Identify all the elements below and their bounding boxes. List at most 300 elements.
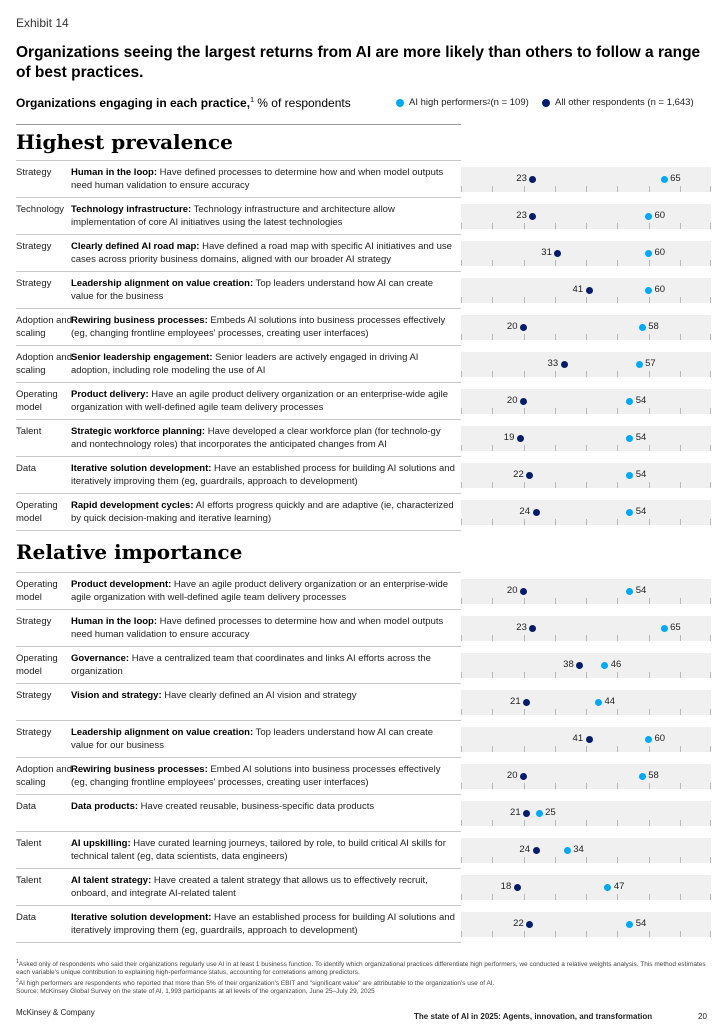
row-description bbox=[71, 801, 456, 814]
axis-tick bbox=[555, 223, 556, 229]
practice-description: Have an established process for building AI solutions and iteratively improving them (eg, guardrails, approach to development) bbox=[71, 463, 455, 487]
practice-description: Have developed a clear workforce plan (for technolo-gy and nontechnology roles) that incorporates the anticipated changes from AI bbox=[71, 426, 441, 450]
row-category: Strategy bbox=[16, 167, 52, 178]
subhead-sup: 1 bbox=[250, 97, 254, 104]
axis-tick bbox=[710, 408, 711, 414]
high-performers-value: 44 bbox=[604, 696, 616, 707]
row-description bbox=[71, 426, 456, 451]
axis-tick bbox=[586, 186, 587, 192]
other-respondents-dot bbox=[586, 287, 593, 294]
other-respondents-value: 23 bbox=[516, 622, 527, 633]
axis-tick bbox=[461, 260, 462, 266]
axis-tick bbox=[617, 260, 618, 266]
axis-tick bbox=[492, 894, 493, 900]
row-category: Talent bbox=[16, 426, 42, 437]
axis-tick bbox=[710, 482, 711, 488]
dot-band bbox=[461, 389, 711, 414]
axis-tick bbox=[680, 334, 681, 340]
axis-tick bbox=[461, 371, 462, 377]
axis-tick bbox=[492, 783, 493, 789]
axis-tick bbox=[524, 635, 525, 641]
dot-band bbox=[461, 727, 711, 752]
table-row bbox=[16, 905, 461, 943]
axis-tick bbox=[617, 931, 618, 937]
practice-name: AI talent strategy: bbox=[71, 875, 152, 886]
axis-tick bbox=[680, 186, 681, 192]
high-performers-value: 54 bbox=[635, 585, 647, 596]
other-respondents-dot bbox=[514, 884, 521, 891]
other-respondents-dot bbox=[529, 625, 536, 632]
dot-band bbox=[461, 426, 711, 451]
practice-name: Governance: bbox=[71, 653, 130, 664]
practice-name: Human in the loop: bbox=[71, 167, 158, 178]
high-performers-dot bbox=[639, 773, 646, 780]
other-respondents-dot bbox=[520, 588, 527, 595]
section-bottom-rule bbox=[16, 942, 461, 943]
high-performers-value: 25 bbox=[545, 807, 556, 818]
axis-tick bbox=[649, 931, 650, 937]
axis-tick bbox=[461, 931, 462, 937]
axis-tick bbox=[617, 223, 618, 229]
axis-tick bbox=[461, 223, 462, 229]
dot-band bbox=[461, 616, 711, 641]
axis-tick bbox=[461, 408, 462, 414]
axis-tick bbox=[617, 746, 618, 752]
axis-tick bbox=[524, 931, 525, 937]
practice-name: Leadership alignment on value creation: bbox=[71, 727, 254, 738]
table-row bbox=[16, 683, 461, 721]
practice-description: Have an established process for building AI solutions and iteratively improving them (eg, guardrails, approach to development) bbox=[71, 912, 455, 936]
high-performers-dot bbox=[601, 662, 608, 669]
axis-tick bbox=[555, 783, 556, 789]
axis-tick bbox=[555, 186, 556, 192]
practice-description: Embed AI solutions into business processes effectively (eg, changing frontline employees' processes, creating user interfaces) bbox=[71, 764, 441, 788]
axis-tick bbox=[524, 672, 525, 678]
publication-title: The state of AI in 2025: Agents, innovation, and transformation bbox=[414, 1012, 653, 1021]
other-respondents-value: 23 bbox=[516, 173, 527, 184]
dot-band bbox=[461, 690, 711, 715]
high-performers-value: 54 bbox=[635, 395, 647, 406]
table-row bbox=[16, 345, 461, 383]
high-performers-dot bbox=[645, 213, 652, 220]
table-row bbox=[16, 868, 461, 906]
axis-tick bbox=[617, 445, 618, 451]
footnote-2-sup: 2 bbox=[16, 978, 19, 985]
axis-tick bbox=[617, 519, 618, 525]
axis-tick bbox=[649, 820, 650, 826]
row-description bbox=[71, 690, 456, 703]
practice-name: Human in the loop: bbox=[71, 616, 158, 627]
footnotes bbox=[16, 958, 711, 996]
dot-band bbox=[461, 241, 711, 266]
table-row bbox=[16, 308, 461, 346]
high-performers-value: 60 bbox=[654, 733, 666, 744]
practice-description: AI efforts progress quickly and are adaptive (ie, characterized by quick decision-making and iterative learning) bbox=[71, 500, 454, 524]
axis-tick bbox=[710, 297, 711, 303]
axis-tick bbox=[617, 635, 618, 641]
practice-name: Iterative solution development: bbox=[71, 463, 212, 474]
dot-band bbox=[461, 315, 711, 340]
high-performers-dot bbox=[604, 884, 611, 891]
axis-tick bbox=[617, 709, 618, 715]
axis-tick bbox=[617, 598, 618, 604]
legend-other-respondents bbox=[542, 97, 694, 108]
practice-name: Rewiring business processes: bbox=[71, 315, 208, 326]
practice-description: Have defined a road map with specific AI initiatives and use cases across priority business domains, aligned with our broader AI strategy bbox=[71, 241, 452, 265]
row-description bbox=[71, 204, 456, 229]
axis-tick bbox=[555, 635, 556, 641]
dot-band bbox=[461, 653, 711, 678]
axis-tick bbox=[461, 672, 462, 678]
section-bottom-rule bbox=[16, 530, 461, 531]
axis-tick bbox=[555, 598, 556, 604]
high-performers-dot bbox=[645, 736, 652, 743]
row-category: Data bbox=[16, 463, 37, 474]
axis-tick bbox=[492, 297, 493, 303]
practice-name: Product development: bbox=[71, 579, 172, 590]
axis-tick bbox=[492, 598, 493, 604]
practice-description: Have defined processes to determine how and when model outputs need human validation to ensure accuracy bbox=[71, 616, 444, 640]
row-category: Strategy bbox=[16, 278, 52, 289]
other-respondents-value: 20 bbox=[506, 770, 518, 781]
other-respondents-value: 20 bbox=[506, 395, 518, 406]
practice-description: Have created a talent strategy that allows us to effectively recruit, onboard, and integrate AI-related talent bbox=[71, 875, 428, 899]
axis-tick bbox=[710, 857, 711, 863]
legend-high-performers bbox=[396, 97, 529, 108]
high-performers-dot bbox=[636, 361, 643, 368]
other-respondents-dot bbox=[586, 736, 593, 743]
axis-tick bbox=[555, 260, 556, 266]
high-performers-dot bbox=[626, 921, 633, 928]
axis-tick bbox=[492, 223, 493, 229]
axis-tick bbox=[492, 857, 493, 863]
dot-band bbox=[461, 579, 711, 604]
axis-tick bbox=[649, 223, 650, 229]
table-row bbox=[16, 609, 461, 647]
axis-tick bbox=[524, 445, 525, 451]
footnote-1-text: Asked only of respondents who said their organizations regularly use AI in at least 1 business function. To identify which organizational practices differentiate high performers, we conducted a relative weights analysis. This method estimates each variable's unique contribution to explaining high-performance status, accounting for correlations among predictors. bbox=[16, 961, 706, 977]
axis-tick bbox=[586, 783, 587, 789]
practice-description: Technology infrastructure and architecture allow implementation of core AI initiatives using the latest technologies bbox=[71, 204, 395, 228]
axis-tick bbox=[710, 672, 711, 678]
axis-tick bbox=[617, 783, 618, 789]
axis-tick bbox=[555, 445, 556, 451]
row-category: Data bbox=[16, 912, 37, 923]
axis-tick bbox=[492, 445, 493, 451]
axis-tick bbox=[586, 820, 587, 826]
other-respondents-value: 33 bbox=[547, 358, 559, 369]
row-category: Operating model bbox=[16, 389, 58, 413]
axis-tick bbox=[617, 297, 618, 303]
table-row bbox=[16, 757, 461, 795]
axis-tick bbox=[524, 260, 525, 266]
axis-tick bbox=[492, 820, 493, 826]
other-respondents-value: 24 bbox=[519, 506, 530, 517]
axis-tick bbox=[492, 635, 493, 641]
high-performers-dot bbox=[639, 324, 646, 331]
axis-tick bbox=[710, 931, 711, 937]
footnote-1 bbox=[16, 958, 711, 977]
axis-tick bbox=[524, 297, 525, 303]
row-description bbox=[71, 912, 456, 937]
axis-tick bbox=[461, 783, 462, 789]
row-description bbox=[71, 616, 456, 641]
axis-tick bbox=[586, 598, 587, 604]
other-respondents-dot bbox=[520, 324, 527, 331]
high-performers-dot bbox=[626, 398, 633, 405]
practice-name: Clearly defined AI road map: bbox=[71, 241, 200, 252]
axis-tick bbox=[586, 857, 587, 863]
dot-band bbox=[461, 352, 711, 377]
axis-tick bbox=[680, 931, 681, 937]
axis-tick bbox=[710, 223, 711, 229]
axis-tick bbox=[649, 672, 650, 678]
axis-tick bbox=[586, 894, 587, 900]
footnote-source: Source: McKinsey Global Survey on the state of AI, 1,993 participants at all levels of the organization, June 25–July 29, 2025 bbox=[16, 988, 375, 996]
high-performers-value: 57 bbox=[645, 358, 656, 369]
axis-tick bbox=[710, 783, 711, 789]
axis-tick bbox=[586, 482, 587, 488]
high-performers-value: 65 bbox=[670, 173, 681, 184]
table-row bbox=[16, 382, 461, 420]
dot-band bbox=[461, 204, 711, 229]
axis-tick bbox=[617, 371, 618, 377]
axis-tick bbox=[680, 445, 681, 451]
axis-tick bbox=[710, 635, 711, 641]
header-rule bbox=[16, 124, 461, 125]
axis-tick bbox=[555, 820, 556, 826]
brand-name: McKinsey & Company bbox=[16, 1008, 95, 1017]
axis-tick bbox=[649, 857, 650, 863]
other-respondents-dot bbox=[520, 398, 527, 405]
axis-tick bbox=[710, 186, 711, 192]
axis-tick bbox=[492, 931, 493, 937]
axis-tick bbox=[555, 746, 556, 752]
axis-tick bbox=[461, 598, 462, 604]
row-description bbox=[71, 241, 456, 266]
axis-tick bbox=[680, 746, 681, 752]
axis-tick bbox=[555, 408, 556, 414]
axis-tick bbox=[524, 408, 525, 414]
high-performers-dot bbox=[645, 287, 652, 294]
axis-tick bbox=[461, 635, 462, 641]
axis-tick bbox=[555, 672, 556, 678]
row-description bbox=[71, 278, 456, 303]
axis-tick bbox=[586, 445, 587, 451]
legend-high-suffix: (n = 109) bbox=[490, 97, 529, 108]
axis-tick bbox=[492, 186, 493, 192]
row-description bbox=[71, 463, 456, 488]
axis-tick bbox=[617, 820, 618, 826]
axis-tick bbox=[649, 260, 650, 266]
axis-tick bbox=[555, 894, 556, 900]
page-number: 20 bbox=[698, 1012, 707, 1021]
axis-tick bbox=[461, 894, 462, 900]
axis-tick bbox=[555, 709, 556, 715]
axis-tick bbox=[586, 223, 587, 229]
dot-band bbox=[461, 912, 711, 937]
other-respondents-value: 38 bbox=[563, 659, 574, 670]
axis-tick bbox=[461, 445, 462, 451]
other-respondents-dot bbox=[523, 699, 530, 706]
axis-tick bbox=[649, 186, 650, 192]
axis-tick bbox=[710, 445, 711, 451]
other-respondents-value: 21 bbox=[510, 696, 521, 707]
axis-tick bbox=[461, 709, 462, 715]
section-title: Relative importance bbox=[16, 540, 243, 564]
dot-band bbox=[461, 500, 711, 525]
axis-tick bbox=[492, 408, 493, 414]
row-category: Strategy bbox=[16, 616, 52, 627]
table-row bbox=[16, 419, 461, 457]
other-respondents-value: 20 bbox=[506, 585, 518, 596]
practice-name: Strategic workforce planning: bbox=[71, 426, 206, 437]
high-performers-value: 54 bbox=[635, 469, 647, 480]
axis-tick bbox=[461, 519, 462, 525]
high-performers-dot bbox=[564, 847, 571, 854]
table-row bbox=[16, 160, 461, 198]
axis-tick bbox=[649, 635, 650, 641]
row-description bbox=[71, 875, 456, 900]
other-respondents-dot bbox=[517, 435, 524, 442]
practice-description: Have curated learning journeys, tailored by role, to build critical AI skills for technical talent (eg, data scientists, data engineers) bbox=[71, 838, 446, 862]
row-description bbox=[71, 579, 456, 604]
practice-description: Have created reusable, business-specific data products bbox=[138, 801, 375, 812]
table-row bbox=[16, 794, 461, 832]
practice-name: Iterative solution development: bbox=[71, 912, 212, 923]
row-category: Adoption and scaling bbox=[16, 352, 72, 376]
axis-tick bbox=[586, 371, 587, 377]
high-performers-value: 60 bbox=[654, 247, 666, 258]
axis-tick bbox=[586, 709, 587, 715]
axis-tick bbox=[680, 635, 681, 641]
axis-tick bbox=[586, 931, 587, 937]
practice-name: Data products: bbox=[71, 801, 139, 812]
axis-tick bbox=[680, 223, 681, 229]
axis-tick bbox=[710, 820, 711, 826]
other-respondents-dot bbox=[520, 773, 527, 780]
axis-tick bbox=[710, 746, 711, 752]
axis-tick bbox=[492, 371, 493, 377]
axis-tick bbox=[649, 297, 650, 303]
axis-tick bbox=[524, 334, 525, 340]
legend-other-dot bbox=[542, 99, 550, 107]
practice-description: Top leaders understand how AI can create value for the business bbox=[71, 278, 434, 302]
axis-tick bbox=[680, 408, 681, 414]
axis-tick bbox=[555, 297, 556, 303]
legend-high-label: AI high performers bbox=[409, 97, 488, 108]
axis-tick bbox=[461, 482, 462, 488]
dot-band bbox=[461, 838, 711, 863]
axis-tick bbox=[524, 223, 525, 229]
other-respondents-dot bbox=[529, 213, 536, 220]
axis-tick bbox=[555, 857, 556, 863]
practice-description: Have a centralized team that coordinates and links AI efforts across the organization bbox=[71, 653, 431, 677]
dot-band bbox=[461, 278, 711, 303]
row-description bbox=[71, 727, 456, 752]
axis-tick bbox=[710, 894, 711, 900]
axis-tick bbox=[492, 709, 493, 715]
row-category: Talent bbox=[16, 838, 42, 849]
row-category: Adoption and scaling bbox=[16, 315, 72, 339]
axis-tick bbox=[617, 894, 618, 900]
footnote-2 bbox=[16, 977, 711, 988]
high-performers-dot bbox=[626, 435, 633, 442]
table-row bbox=[16, 572, 461, 610]
other-respondents-value: 24 bbox=[519, 844, 530, 855]
practice-name: Product delivery: bbox=[71, 389, 149, 400]
other-respondents-dot bbox=[526, 472, 533, 479]
practice-description: Embeds AI solutions into business processes effectively (eg, changing frontline employees' processes, creating user interfaces) bbox=[71, 315, 446, 339]
high-performers-dot bbox=[626, 472, 633, 479]
table-row bbox=[16, 456, 461, 494]
axis-tick bbox=[680, 783, 681, 789]
row-category: Operating model bbox=[16, 500, 58, 524]
axis-tick bbox=[680, 672, 681, 678]
axis-tick bbox=[649, 598, 650, 604]
other-respondents-value: 22 bbox=[513, 918, 524, 929]
practice-description: Have clearly defined an AI vision and strategy bbox=[161, 690, 357, 701]
axis-tick bbox=[492, 334, 493, 340]
table-row bbox=[16, 646, 461, 684]
axis-tick bbox=[710, 334, 711, 340]
other-respondents-dot bbox=[523, 810, 530, 817]
other-respondents-dot bbox=[533, 509, 540, 516]
axis-tick bbox=[649, 334, 650, 340]
high-performers-value: 54 bbox=[635, 432, 647, 443]
axis-tick bbox=[617, 186, 618, 192]
other-respondents-dot bbox=[554, 250, 561, 257]
row-description bbox=[71, 653, 456, 678]
axis-tick bbox=[524, 857, 525, 863]
axis-tick bbox=[617, 672, 618, 678]
axis-tick bbox=[649, 746, 650, 752]
row-description bbox=[71, 315, 456, 340]
axis-tick bbox=[710, 371, 711, 377]
axis-tick bbox=[710, 709, 711, 715]
row-category: Talent bbox=[16, 875, 42, 886]
other-respondents-value: 19 bbox=[503, 432, 515, 443]
axis-tick bbox=[524, 186, 525, 192]
axis-tick bbox=[461, 334, 462, 340]
axis-tick bbox=[524, 519, 525, 525]
high-performers-value: 34 bbox=[573, 844, 584, 855]
axis-tick bbox=[710, 519, 711, 525]
footnote-2-text: AI high performers are respondents who reported that more than 5% of their organization's EBIT and "significant value" are attributable to the organization's use of AI. bbox=[18, 980, 495, 988]
axis-tick bbox=[680, 857, 681, 863]
axis-tick bbox=[555, 371, 556, 377]
dot-band bbox=[461, 875, 711, 900]
axis-tick bbox=[680, 519, 681, 525]
high-performers-value: 58 bbox=[648, 321, 659, 332]
other-respondents-dot bbox=[561, 361, 568, 368]
subhead-bold: Organizations engaging in each practice, bbox=[16, 96, 251, 110]
axis-tick bbox=[649, 519, 650, 525]
row-category: Strategy bbox=[16, 727, 52, 738]
practice-description: Top leaders understand how AI can create value for our business bbox=[71, 727, 434, 751]
axis-tick bbox=[649, 709, 650, 715]
axis-tick bbox=[680, 297, 681, 303]
other-respondents-value: 41 bbox=[572, 284, 584, 295]
table-row bbox=[16, 234, 461, 272]
axis-tick bbox=[649, 371, 650, 377]
subhead-rest: % of respondents bbox=[253, 96, 351, 110]
high-performers-dot bbox=[626, 588, 633, 595]
practice-description: Have an agile product delivery organization or an enterprise-wide agile organization with well-defined agile team delivery processes bbox=[71, 579, 449, 603]
axis-tick bbox=[524, 371, 525, 377]
practice-name: Rapid development cycles: bbox=[71, 500, 194, 511]
practice-name: Rewiring business processes: bbox=[71, 764, 208, 775]
